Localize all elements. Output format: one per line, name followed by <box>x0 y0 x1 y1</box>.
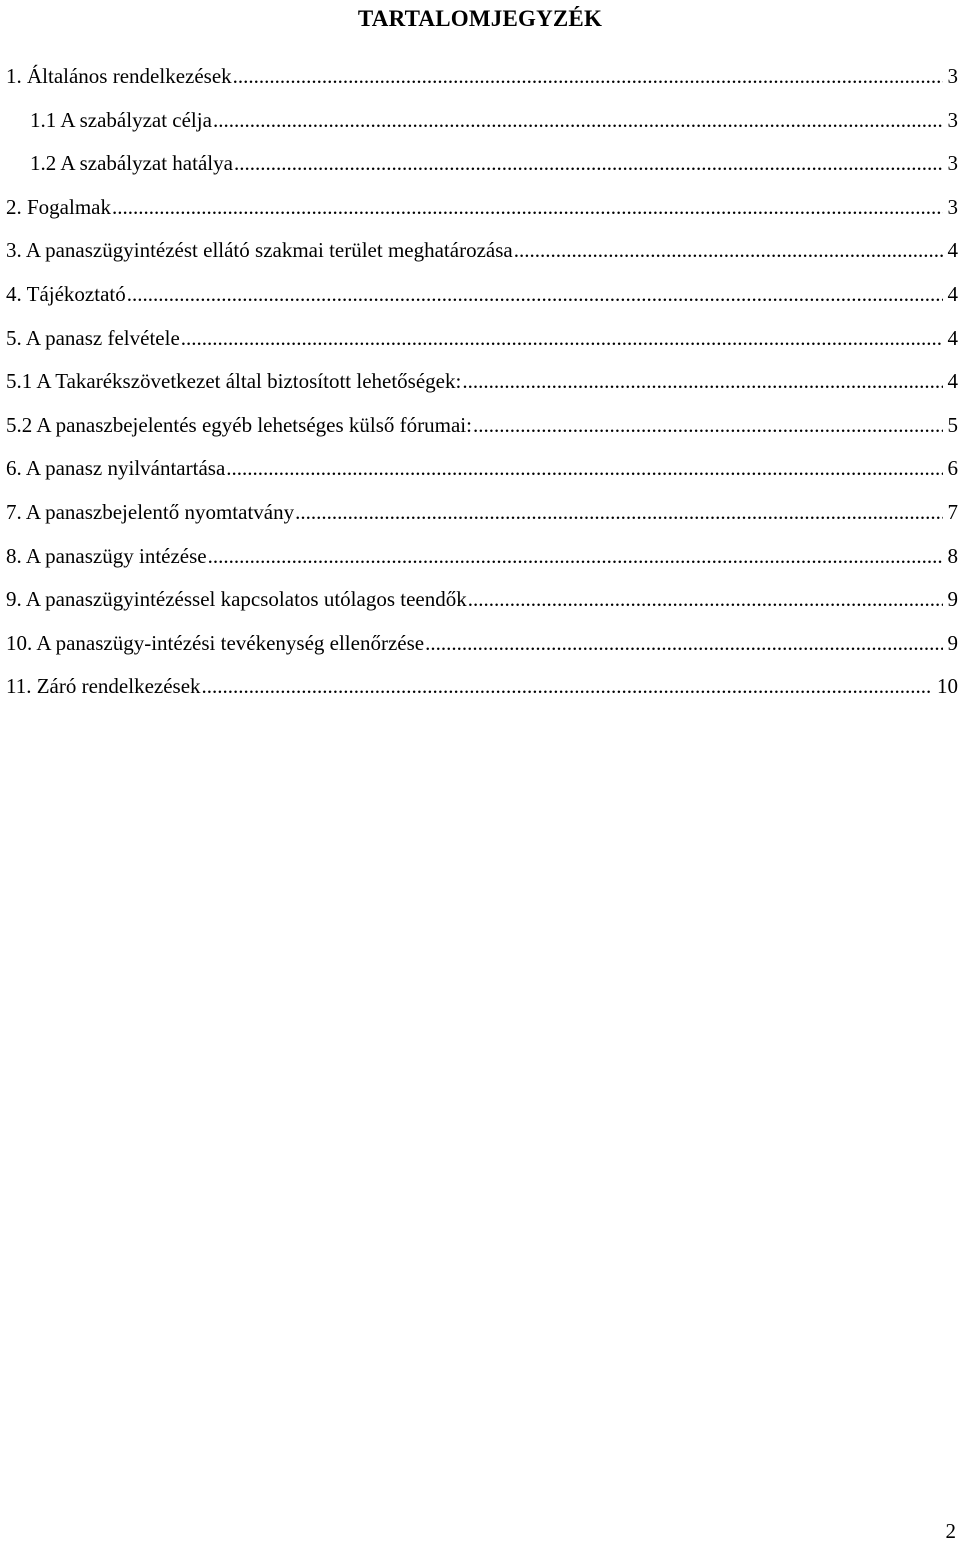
toc-entry-leader-dots <box>127 280 943 308</box>
toc-entry-label: 1.2 A szabályzat hatálya <box>30 151 233 176</box>
toc-entry[interactable] <box>6 672 958 716</box>
toc-entry-label: 10. A panaszügy-intézési tevékenység ellenőrzése <box>6 630 425 655</box>
toc-entry[interactable] <box>6 236 958 280</box>
toc-entry-leader-dots <box>473 411 943 439</box>
toc-entry-leader-dots <box>295 498 942 526</box>
toc-entry[interactable] <box>6 62 958 106</box>
toc-entry-leader-dots <box>112 193 943 221</box>
toc-entry-leader-dots <box>468 585 943 613</box>
toc-entry[interactable] <box>6 367 958 411</box>
toc-entry-leader-dots <box>213 106 943 134</box>
toc-entry[interactable] <box>6 106 958 150</box>
toc-entry[interactable] <box>6 542 958 586</box>
toc-entry-page: 5 <box>947 412 958 437</box>
toc-entry-leader-dots <box>425 629 942 657</box>
toc-entry-label: 11. Záró rendelkezések <box>6 674 201 699</box>
toc-entry-label: 1. Általános rendelkezések <box>6 64 232 88</box>
toc-entry-leader-dots <box>233 62 943 90</box>
toc-entry-page: 4 <box>947 281 958 306</box>
toc-entry[interactable] <box>6 454 958 498</box>
toc-entry-leader-dots <box>226 454 942 482</box>
toc-entry-label: 8. A panaszügy intézése <box>6 543 207 568</box>
toc-entry-label: 4. Tájékoztató <box>6 281 126 306</box>
toc-entry-label: 3. A panaszügyintézést ellátó szakmai terület meghatározása <box>6 238 513 263</box>
toc-entry-page: 9 <box>947 630 958 655</box>
toc-entry[interactable] <box>6 149 958 193</box>
document-title: TARTALOMJEGYZÉK <box>357 6 603 31</box>
toc-entry-page: 3 <box>947 151 958 176</box>
toc-entry-leader-dots <box>208 542 943 570</box>
toc-entry-page: 8 <box>947 543 958 568</box>
toc-entry[interactable] <box>6 629 958 673</box>
toc-entry-label: 9. A panaszügyintézéssel kapcsolatos utólagos teendők <box>6 587 467 612</box>
toc-entry-leader-dots <box>181 324 943 352</box>
toc-entry-label: 5.2 A panaszbejelentés egyéb lehetséges külső fórumai: <box>6 412 472 437</box>
toc-entry-page: 4 <box>947 238 958 263</box>
toc-entry-label: 1.1 A szabályzat célja <box>30 107 212 132</box>
toc-entry-page: 7 <box>947 499 958 524</box>
page-number: 2 <box>945 1519 956 1543</box>
table-of-contents <box>6 62 958 716</box>
toc-entry-label: 2. Fogalmak <box>6 194 111 219</box>
toc-entry-label: 5. A panasz felvétele <box>6 325 180 350</box>
toc-entry-leader-dots <box>462 367 942 395</box>
toc-entry[interactable] <box>6 324 958 368</box>
toc-entry-label: 6. A panasz nyilvántartása <box>6 456 226 481</box>
toc-entry-page: 3 <box>947 194 958 219</box>
toc-entry[interactable] <box>6 411 958 455</box>
toc-entry-leader-dots <box>234 149 943 177</box>
toc-entry[interactable] <box>6 193 958 237</box>
toc-entry-label: 7. A panaszbejelentő nyomtatvány <box>6 499 295 524</box>
toc-entry-page: 4 <box>947 369 958 394</box>
toc-entry-page: 9 <box>947 587 958 612</box>
toc-entry-page: 6 <box>947 456 958 481</box>
toc-entry-leader-dots <box>514 236 943 264</box>
toc-entry-page: 3 <box>947 64 958 88</box>
toc-entry-label: 5.1 A Takarékszövetkezet által biztosított lehetőségek: <box>6 369 462 394</box>
toc-entry[interactable] <box>6 498 958 542</box>
toc-entry-page: 10 <box>937 674 958 699</box>
toc-entry[interactable] <box>6 280 958 324</box>
toc-entry-page: 3 <box>947 107 958 132</box>
toc-entry[interactable] <box>6 585 958 629</box>
toc-entry-page: 4 <box>947 325 958 350</box>
toc-entry-leader-dots <box>202 672 932 700</box>
